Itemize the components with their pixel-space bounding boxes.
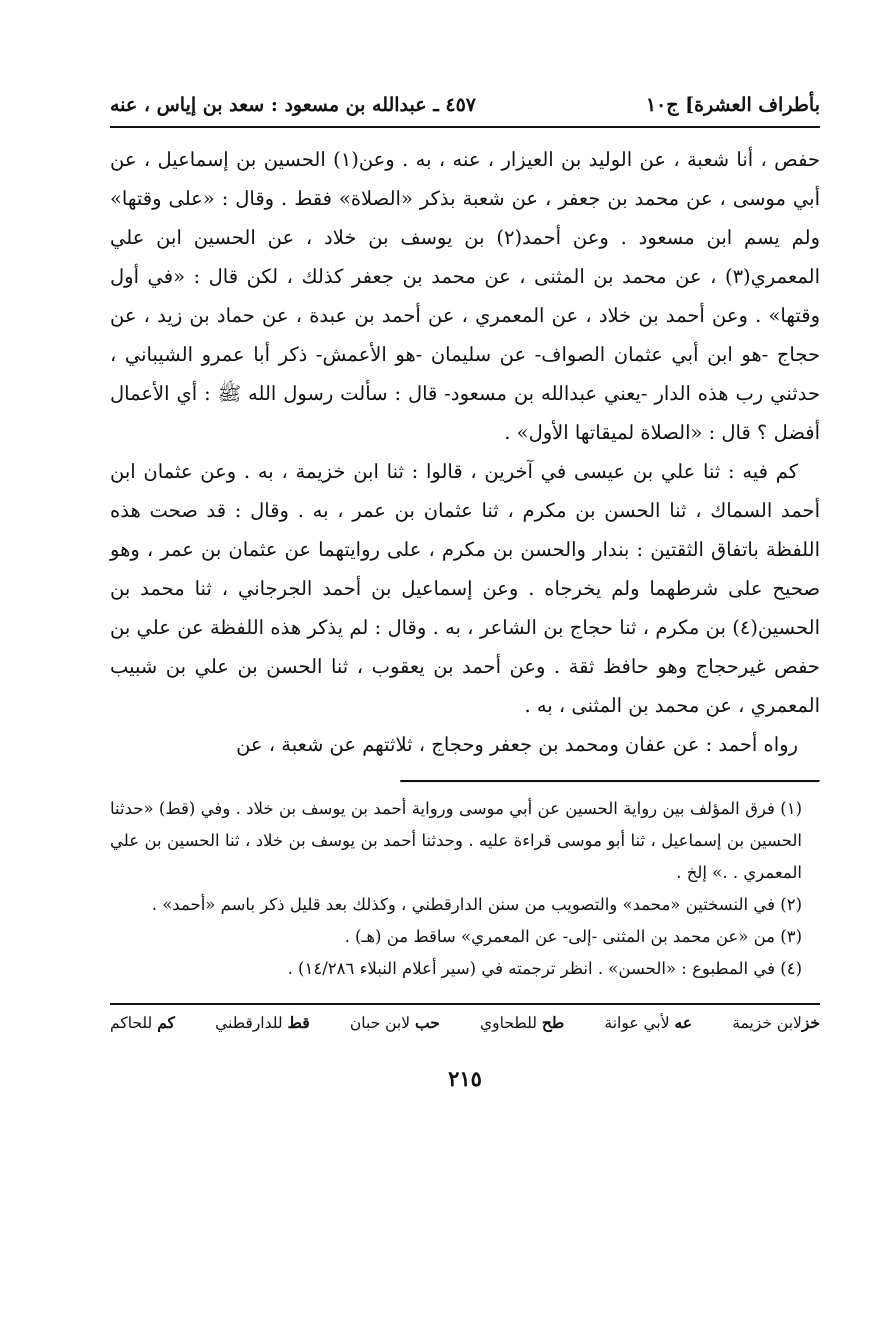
abbreviation-item [215, 1013, 310, 1032]
abbreviation-code: قط [287, 1013, 310, 1032]
running-header [110, 78, 820, 124]
abbreviation-item [110, 1013, 175, 1032]
abbreviation-code: طح [541, 1013, 565, 1032]
abbreviation-item [732, 1013, 820, 1032]
abbreviation-item [604, 1013, 692, 1032]
abbreviations-legend [110, 1013, 820, 1032]
header-rule [110, 126, 820, 128]
footnote: (٣) من «عن محمد بن المثنى -إلى- عن المعمري» ساقط من (هـ) . [344, 927, 802, 946]
abbreviation-item [480, 1013, 564, 1032]
footnotes [110, 793, 820, 985]
abbreviation-name: لابن حبان [349, 1014, 411, 1032]
abbreviation-name: لابن خزيمة [732, 1014, 802, 1032]
paragraph: كم فيه : ثنا علي بن عيسى في آخرين ، قالوا : ثنا ابن خزيمة ، به . وعن عثمان ابن أحمد السماك ، ثنا الحسن بن مكرم ، ثنا عثمان بن عمر ، به . وقال : قد صحت هذه اللفظة باتفاق الثقتين : بندار والحسن بن مكرم ، على روايتهما عن عثمان بن عمر ، وهو صحيح على شرطهما ولم يخرجاه . وعن إسماعيل بن أحمد الجرجاني ، ثنا محمد بن الحسين(٤) بن مكرم ، ثنا حجاج بن الشاعر ، به . وقال : لم يذكر هذه اللفظة عن علي بن حفص غيرحجاج وهو حافظ ثقة . وعن أحمد بن يعقوب ، ثنا الحسن بن علي بن شبيب المعمري ، عن محمد بن المثنى ، به . [110, 460, 820, 717]
footnote: (٢) في النسختين «محمد» والتصويب من سنن الدارقطني ، وكذلك بعد قليل ذكر باسم «أحمد» . [151, 895, 802, 914]
abbreviation-name: لأبي عوانة [604, 1014, 670, 1032]
abbreviation-code: خز [801, 1013, 820, 1032]
footnote-rule [400, 780, 820, 783]
abbreviation-name: للطحاوي [480, 1014, 537, 1032]
page-number: ٢١٥ [448, 1066, 482, 1091]
abbreviation-name: للحاكم [110, 1014, 153, 1032]
header-hadith-title: ٤٥٧ ـ عبدالله بن مسعود : سعد بن إياس ، عنه [110, 94, 477, 116]
book-page [110, 78, 820, 1091]
abbreviation-code: كم [157, 1013, 175, 1032]
abbreviation-name: للدارقطني [215, 1014, 283, 1032]
header-volume-title: بأطراف العشرة] ج١٠ [645, 94, 820, 116]
footnote: (١) فرق المؤلف بين رواية الحسين عن أبي موسى ورواية أحمد بن يوسف بن خلاد . وفي (قط) «حدثنا الحسين بن إسماعيل ، ثنا أبو موسى قراءة عليه . وحدثنا أحمد بن يوسف بن خلاد ، ثنا الحسين بن علي المعمري . .» إلخ . [110, 799, 802, 882]
abbreviation-item [350, 1013, 440, 1032]
main-text [110, 140, 820, 764]
footnote: (٤) في المطبوع : «الحسن» . انظر ترجمته في (سير أعلام النبلاء ١٤/٢٨٦) . [287, 959, 802, 978]
abbreviation-code: عه [674, 1013, 693, 1032]
abbreviation-code: حب [415, 1013, 440, 1032]
paragraph: رواه أحمد : عن عفان ومحمد بن جعفر وحجاج ، ثلاثتهم عن شعبة ، عن [236, 733, 798, 756]
paragraph: حفص ، أنا شعبة ، عن الوليد بن العيزار ، عنه ، به . وعن(١) الحسين بن إسماعيل ، عن أبي موسى ، عن محمد بن جعفر ، عن شعبة بذكر «الصلاة» فقط . وقال : «على وقتها» ولم يسم ابن مسعود . وعن أحمد(٢) بن يوسف بن خلاد ، عن الحسين ابن علي المعمري(٣) ، عن محمد بن المثنى ، عن محمد بن جعفر كذلك ، لكن قال : «في أول وقتها» . وعن أحمد بن خلاد ، عن المعمري ، عن أحمد بن عبدة ، عن حماد بن زيد ، عن حجاج -هو ابن أبي عثمان الصواف- عن سليمان -هو الأعمش- ذكر أبا عمرو الشيباني ، حدثني رب هذه الدار -يعني عبدالله بن مسعود- قال : سألت رسول الله ﷺ : أي الأعمال أفضل ؟ قال : «الصلاة لميقاتها الأول» . [110, 148, 820, 444]
abbreviations-rule [110, 1003, 820, 1005]
